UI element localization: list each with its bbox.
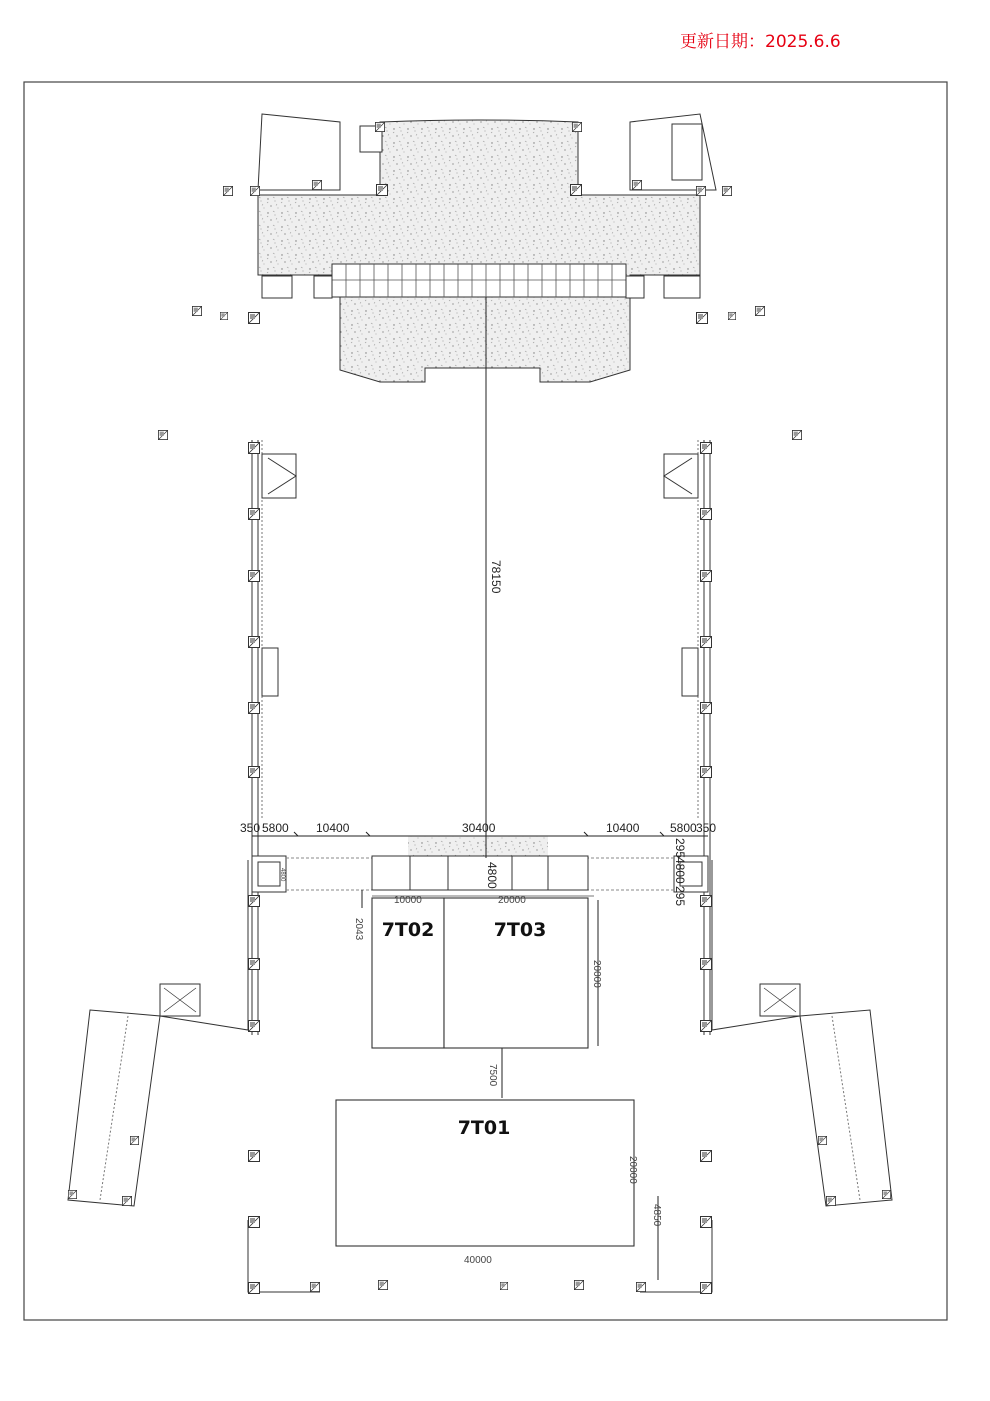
- dim-top-left-b: 5800: [262, 821, 289, 835]
- top-lobby: [258, 114, 716, 382]
- booth-7T02-label: 7T02: [381, 919, 435, 941]
- booth-7T03-label: 7T03: [493, 919, 547, 941]
- dim-top-10400-right: 10400: [606, 821, 640, 835]
- dim-top-10400-left: 10400: [316, 821, 350, 835]
- dim-gap-4850: 4850: [651, 1204, 662, 1227]
- dim-hall-length: 78150: [489, 560, 503, 594]
- dim-top-30400: 30400: [462, 821, 496, 835]
- dim-top-right-b: 350: [696, 821, 717, 835]
- dim-top-right-a: 5800: [670, 821, 697, 835]
- dim-gap-2043: 2043: [353, 918, 364, 941]
- update-date: 更新日期：2025.6.6: [680, 32, 841, 52]
- dim-right-295-a: 295: [673, 838, 687, 859]
- dim-right-295-b: 295: [673, 886, 687, 907]
- dim-top-left-a: 350: [240, 821, 261, 835]
- dim-booth-20000-w: 20000: [498, 895, 526, 906]
- dim-t01-20000-h: 20000: [627, 1156, 638, 1184]
- booths: [336, 898, 634, 1246]
- booth-7T01-label: 7T01: [457, 1117, 511, 1139]
- dim-aisle-4800: 4800: [485, 862, 499, 889]
- cross-aisle: [252, 836, 708, 892]
- dim-booth-20000-h: 20000: [591, 960, 602, 988]
- dim-t01-40000-w: 40000: [464, 1255, 492, 1266]
- dim-right-4800: 4800: [673, 857, 687, 884]
- dim-gap-7500: 7500: [487, 1064, 498, 1087]
- dim-booth-10000: 10000: [394, 895, 422, 906]
- dim-small-4800: 4800: [279, 868, 285, 882]
